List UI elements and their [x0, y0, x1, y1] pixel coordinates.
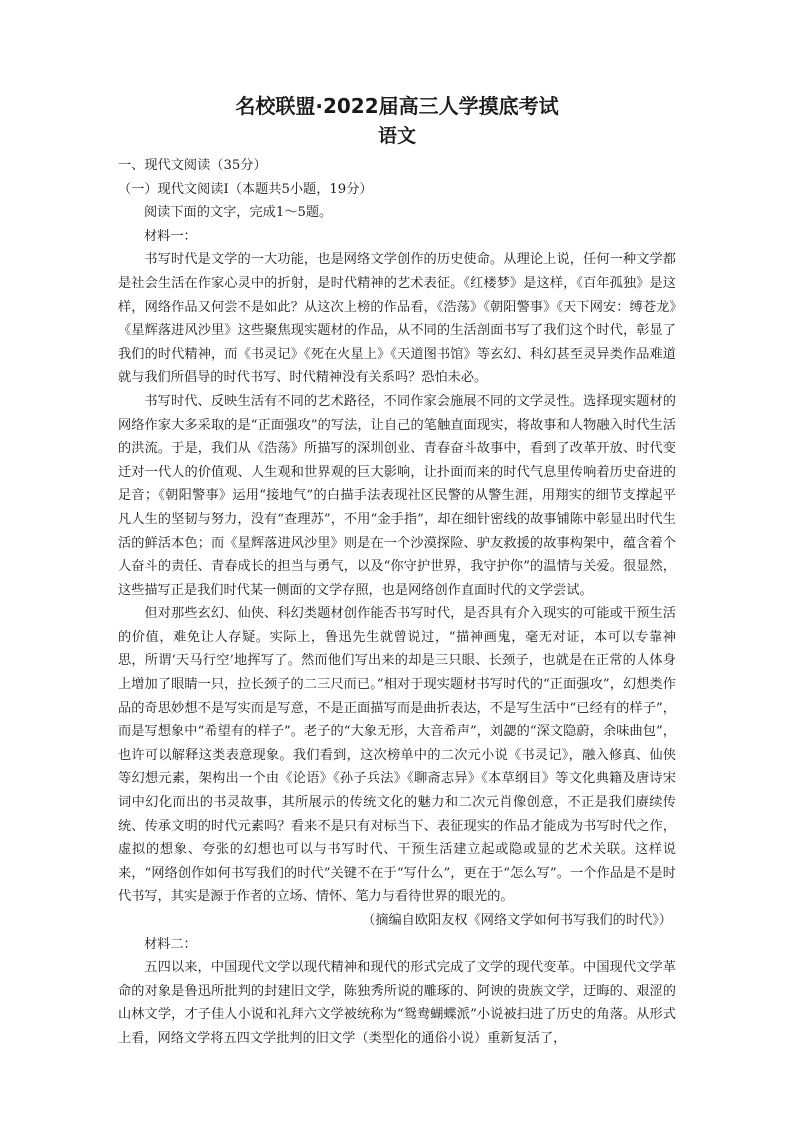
exam-subject: 语文	[377, 125, 416, 147]
material-1-paragraph-2: 书写时代、反映生活有不同的艺术路径，不同作家会施展不同的文学灵性。选择现实题材的网络作家大多采取的是“正面强攻”的写法，让自己的笔触直面现实，将故事和人物融入时代生活的洪流。于是，我们从《浩荡》所描写的深圳创业、青春奋斗故事中，看到了改革开放、时代变迁对一代人的价值观、人生观和世界观的巨大影响，让扑面而来的时代气息里传响着历史奋进的足音；《朝阳警事》运用“接地气”的白描手法表现社区民警的从警生涯，用翔实的细节支撑起平凡人生的坚韧与努力，没有“查理苏”，不用“金手指”，却在细针密线的故事铺陈中彰显出时代生活的鲜活本色；而《星辉落进风沙里》则是在一个沙漠探险、驴友救援的故事构架中，蕴含着个人奋斗的责任、青春成长的担当与勇气，以及“你守护世界，我守护你”的温情与关爱。很显然，这些描写正是我们时代某一侧面的文学存照，也是网络创作直面时代的文学尝试。	[118, 393, 676, 598]
section-heading: 一、现代文阅读（35分）	[118, 158, 267, 173]
material-2-paragraph-1: 五四以来，中国现代文学以现代精神和现代的形式完成了文学的现代变革。中国现代文学革命的对象是鲁迅所批判的封建旧文学，陈独秀所说的雕琢的、阿谀的贵族文学，迂晦的、艰涩的山林文学，才子佳人小说和礼拜六文学被统称为“鸳鸯蝴蝶派”小说被扫进了历史的角落。从形式上看，网络文学将五四文学批判的旧文学（类型化的通俗小说）重新复活了，	[118, 960, 676, 1046]
reading-instruction: 阅读下面的文字，完成1～5题。	[144, 205, 333, 221]
material-1-source: （摘编自欧阳友权《网络文学如何书写我们的时代》）	[362, 913, 672, 928]
material-2-label: 材料二：	[144, 936, 197, 952]
material-1-label: 材料一：	[144, 228, 197, 244]
material-1-paragraph-3: 但对那些玄幻、仙侠、科幻类题材创作能否书写时代，是否具有介入现实的可能或干预生活的价值，难免让人存疑。实际上，鲁迅先生就曾说过，“描神画鬼，毫无对证，本可以专靠神思，所谓‘天马行空’地挥写了。然而他们写出来的却是三只眼、长颈子，也就是在正常的人体身上增加了眼睛一只，拉长颈子的二三尺而已。”相对于现实题材书写时代的“正面强攻”，幻想类作品的奇思妙想不是写实而是写意，不是正面描写而是曲折表达，不是写生活中“已经有的样子”，而是写想象中“希望有的样子”。老子的“大象无形，大音希声”，刘勰的“深文隐蔚，余味曲包”，也许可以解释这类表意现象。我们看到，这次榜单中的二次元小说《书灵记》，融入修真、仙侠等幻想元素，架构出一个由《论语》《孙子兵法》《聊斋志异》《本草纲目》等文化典籍及唐诗宋词中幻化而出的书灵故事，其所展示的传统文化的魅力和二次元肖像创意，不正是我们赓续传统、传承文明的时代元素吗？看来不是只有对标当下、表征现实的作品才能成为书写时代之作，虚拟的想象、夸张的幻想也可以与书写时代、干预生活建立起或隐或显的艺术关联。这样说来，“网络创作如何书写我们的时代”关键不在于“写什么”，更在于“怎么写”。一个作品是不是时代书写，其实是源于作者的立场、情怀、笔力与看待世界的眼光的。	[118, 606, 676, 905]
material-1-paragraph-1: 书写时代是文学的一大功能，也是网络文学创作的历史使命。从理论上说，任何一种文学都是社会生活在作家心灵中的折射，是时代精神的艺术表征。《红楼梦》是这样，《百年孤独》是这样，网络作品又何尝不是如此？从这次上榜的作品看，《浩荡》《朝阳警事》《天下网安：缚苍龙》《星辉落进风沙里》这些聚焦现实题材的作品，从不同的生活剖面书写了我们这个时代，彰显了我们的时代精神，而《书灵记》《死在火星上》《天道图书馆》等玄幻、科幻甚至灵异类作品难道就与我们所倡导的时代书写、时代精神没有关系吗？恐怕未必。	[118, 252, 676, 386]
sub-section-heading: （一）现代文阅读Ⅰ（本题共5小题，19分）	[118, 181, 373, 197]
exam-title: 名校联盟·2022届高三人学摸底考试	[235, 94, 559, 118]
